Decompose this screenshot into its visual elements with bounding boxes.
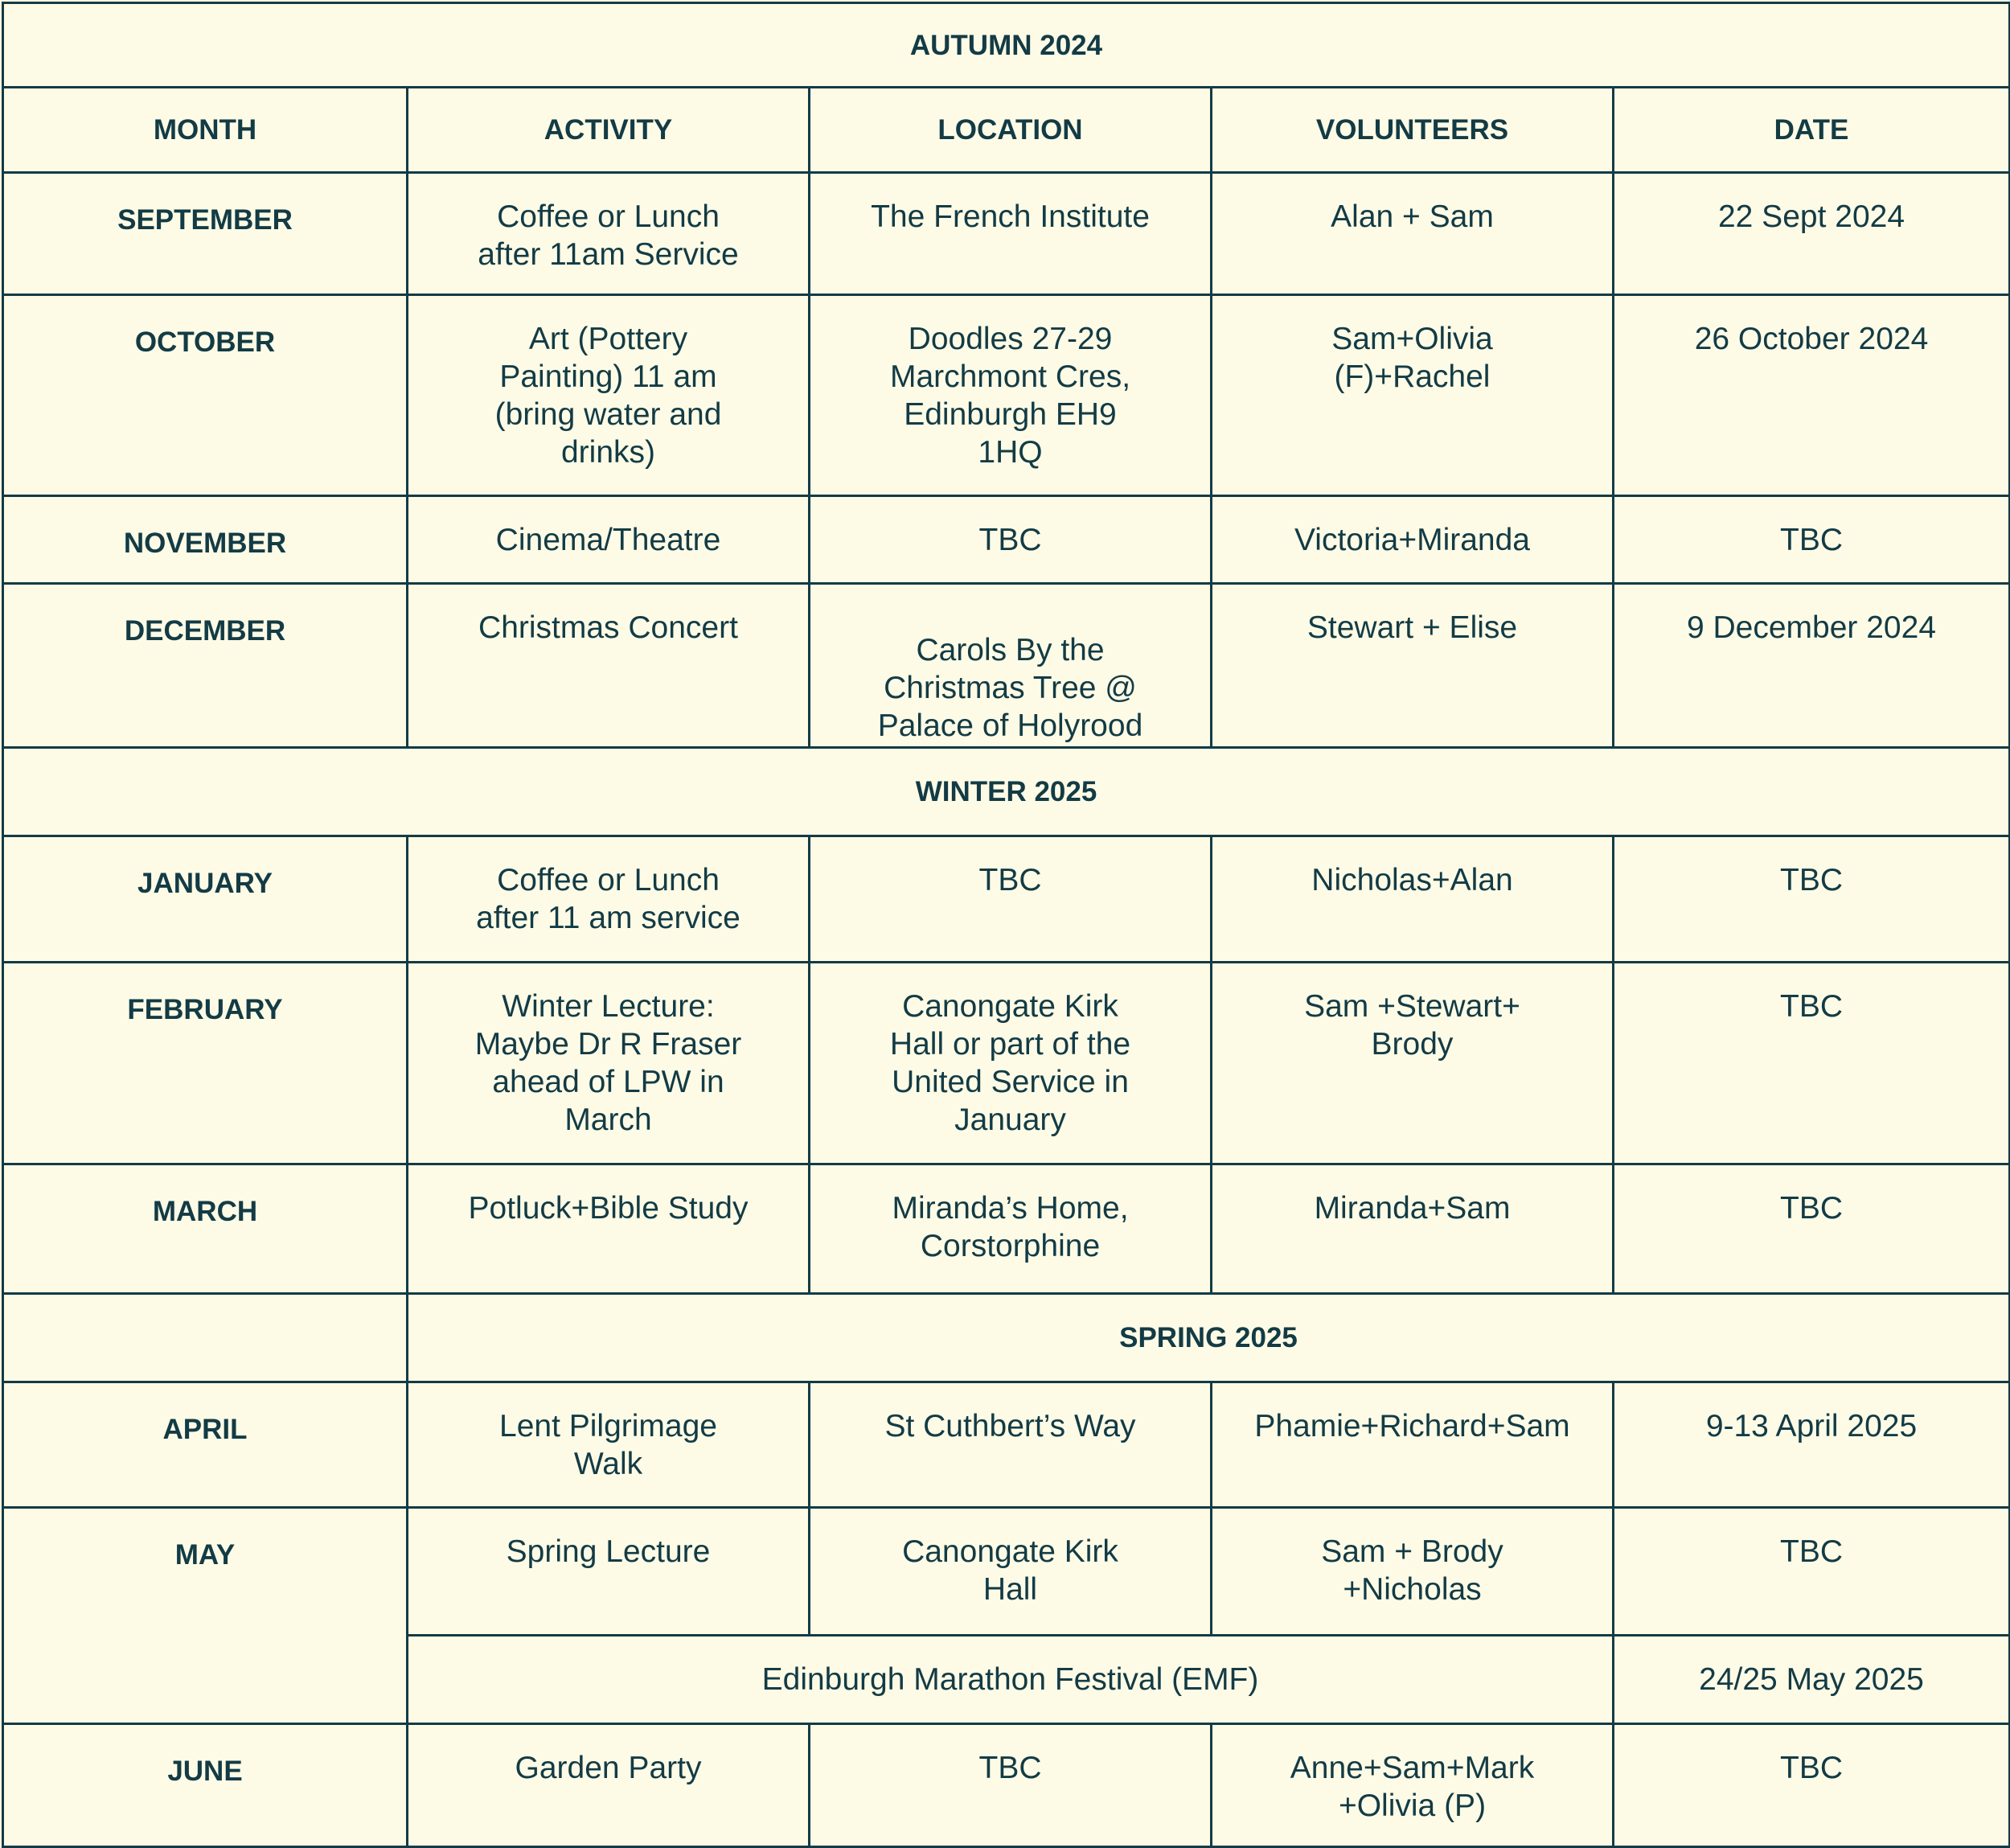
location-cell: Canongate Kirk Hall or part of the United Service in January <box>810 963 1212 1164</box>
section-row-spring <box>3 1294 2010 1382</box>
month-cell: OCTOBER <box>3 295 408 496</box>
date-cell: 24/25 May 2025 <box>1614 1636 2010 1724</box>
emf-event-cell: Edinburgh Marathon Festival (EMF) <box>408 1636 1614 1724</box>
activity-cell: Cinema/Theatre <box>408 496 810 584</box>
date-cell: 26 October 2024 <box>1614 295 2010 496</box>
date-cell: TBC <box>1614 1508 2010 1636</box>
section-title-winter: WINTER 2025 <box>3 748 2010 836</box>
month-cell: APRIL <box>3 1382 408 1508</box>
location-cell: St Cuthbert’s Way <box>810 1382 1212 1508</box>
table-row-november <box>3 496 2010 584</box>
volunteers-cell: Nicholas+Alan <box>1212 836 1614 963</box>
table-row-june <box>3 1724 2010 1847</box>
location-cell: Carols By the Christmas Tree @ Palace of Holyrood <box>810 584 1212 748</box>
empty-cell <box>3 1294 408 1382</box>
volunteers-cell: Stewart + Elise <box>1212 584 1614 748</box>
activity-cell: Christmas Concert <box>408 584 810 748</box>
activity-cell: Coffee or Lunch after 11 am service <box>408 836 810 963</box>
table-row-february <box>3 963 2010 1164</box>
header-month: MONTH <box>3 88 408 173</box>
date-cell: TBC <box>1614 963 2010 1164</box>
date-cell: 9 December 2024 <box>1614 584 2010 748</box>
date-cell: 22 Sept 2024 <box>1614 173 2010 295</box>
header-activity: ACTIVITY <box>408 88 810 173</box>
activity-cell: Potluck+Bible Study <box>408 1164 810 1294</box>
activity-schedule-table <box>2 2 2010 1848</box>
month-cell: NOVEMBER <box>3 496 408 584</box>
location-cell: Miranda’s Home, Corstorphine <box>810 1164 1212 1294</box>
table-row-december <box>3 584 2010 748</box>
location-cell: TBC <box>810 836 1212 963</box>
location-cell: Canongate Kirk Hall <box>810 1508 1212 1636</box>
table-row-april <box>3 1382 2010 1508</box>
activity-cell: Art (Pottery Painting) 11 am (bring water and drinks) <box>408 295 810 496</box>
activity-cell: Garden Party <box>408 1724 810 1847</box>
header-date: DATE <box>1614 88 2010 173</box>
volunteers-cell: Sam + Brody +Nicholas <box>1212 1508 1614 1636</box>
activity-cell: Coffee or Lunch after 11am Service <box>408 173 810 295</box>
volunteers-cell: Phamie+Richard+Sam <box>1212 1382 1614 1508</box>
table-row-september <box>3 173 2010 295</box>
section-title-spring: SPRING 2025 <box>408 1294 2010 1382</box>
month-cell: MARCH <box>3 1164 408 1294</box>
header-row <box>3 88 2010 173</box>
section-row-winter <box>3 748 2010 836</box>
location-cell: The French Institute <box>810 173 1212 295</box>
header-location: LOCATION <box>810 88 1212 173</box>
month-cell: JUNE <box>3 1724 408 1847</box>
volunteers-cell: Sam +Stewart+ Brody <box>1212 963 1614 1164</box>
table-row-january <box>3 836 2010 963</box>
activity-cell: Winter Lecture: Maybe Dr R Fraser ahead of LPW in March <box>408 963 810 1164</box>
activity-cell: Spring Lecture <box>408 1508 810 1636</box>
date-cell: TBC <box>1614 1164 2010 1294</box>
section-row-autumn <box>3 3 2010 88</box>
month-cell: JANUARY <box>3 836 408 963</box>
activity-cell: Lent Pilgrimage Walk <box>408 1382 810 1508</box>
date-cell: 9-13 April 2025 <box>1614 1382 2010 1508</box>
month-cell: DECEMBER <box>3 584 408 748</box>
location-cell: Doodles 27-29 Marchmont Cres, Edinburgh EH9 1HQ <box>810 295 1212 496</box>
volunteers-cell: Miranda+Sam <box>1212 1164 1614 1294</box>
volunteers-cell: Alan + Sam <box>1212 173 1614 295</box>
table-row-october <box>3 295 2010 496</box>
month-cell: SEPTEMBER <box>3 173 408 295</box>
volunteers-cell: Anne+Sam+Mark +Olivia (P) <box>1212 1724 1614 1847</box>
header-volunteers: VOLUNTEERS <box>1212 88 1614 173</box>
section-title-autumn: AUTUMN 2024 <box>3 3 2010 88</box>
month-cell: MAY <box>3 1508 408 1724</box>
date-cell: TBC <box>1614 1724 2010 1847</box>
month-cell: FEBRUARY <box>3 963 408 1164</box>
date-cell: TBC <box>1614 496 2010 584</box>
date-cell: TBC <box>1614 836 2010 963</box>
table-row-may <box>3 1508 2010 1636</box>
volunteers-cell: Victoria+Miranda <box>1212 496 1614 584</box>
location-cell: TBC <box>810 496 1212 584</box>
table-row-march <box>3 1164 2010 1294</box>
volunteers-cell: Sam+Olivia (F)+Rachel <box>1212 295 1614 496</box>
location-cell: TBC <box>810 1724 1212 1847</box>
